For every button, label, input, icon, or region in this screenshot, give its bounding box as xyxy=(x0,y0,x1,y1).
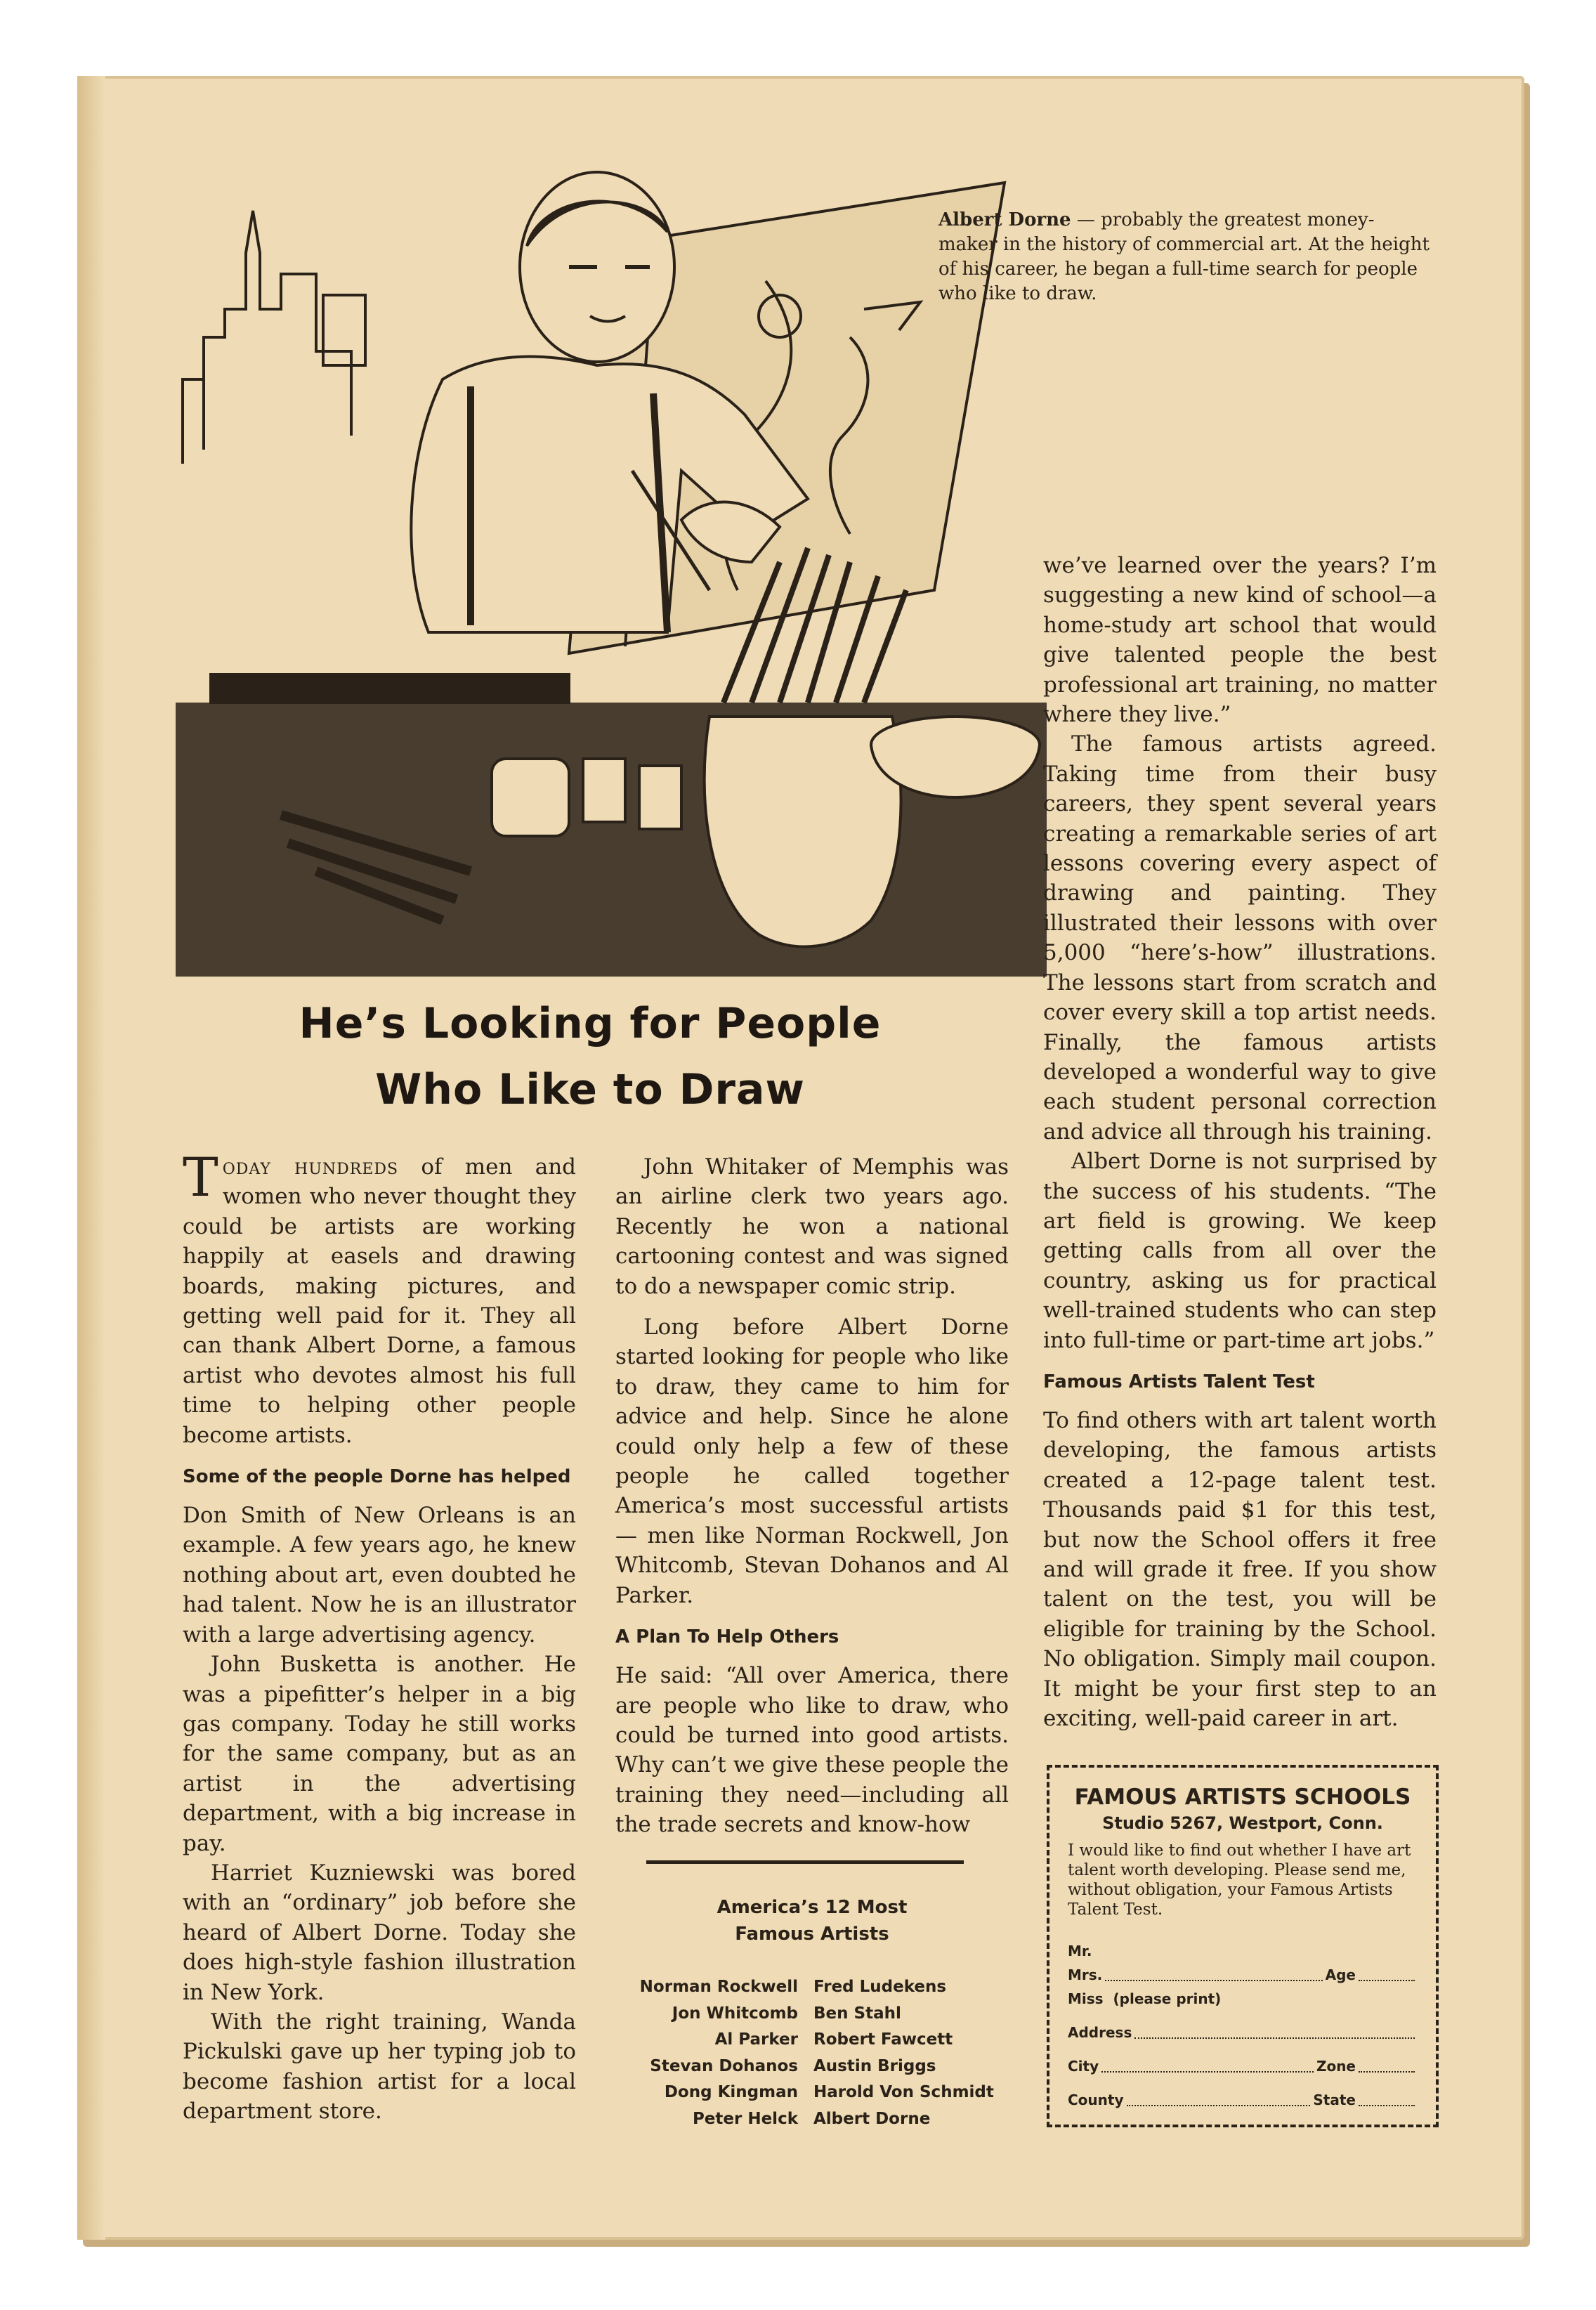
label-miss: Miss xyxy=(1068,1990,1104,2007)
mail-coupon[interactable] xyxy=(1047,1765,1439,2127)
intro-text: of men and women who never thought they could be artists are working happily at easels and drawing boards, making pictures, and getting well paid for it. They all can thank Albert Dorne, a famous artist who devotes almost his full time to helping other people become artists. xyxy=(183,1154,577,1448)
column-3 xyxy=(1043,551,1437,1733)
artist-name-right: Robert Fawcett xyxy=(813,2030,953,2049)
divider-rule xyxy=(646,1860,964,1864)
headline-line-1: He’s Looking for People xyxy=(299,999,882,1048)
paragraph-busketta: John Busketta is another. He was a pipefitter’s helper in a big gas company. Today he still works for the same company, but as an artist in the advertising department, with a big increase in pay. xyxy=(183,1652,576,1856)
subheading-helped: Some of the people Dorne has helped xyxy=(183,1466,571,1488)
artist-name-right: Albert Dorne xyxy=(813,2109,931,2128)
artist-row xyxy=(604,2027,1026,2054)
coupon-fields xyxy=(1068,1939,1418,2112)
field-city[interactable] xyxy=(1068,2054,1418,2078)
paragraph-continued: we’ve learned over the years? I’m suggesting a new kind of school—a home-study art school that would give talented people the best professional art training, no matter where they live.” xyxy=(1043,553,1437,728)
artist-row xyxy=(604,2001,1026,2028)
photo-caption xyxy=(938,208,1430,306)
paragraph-not-surprised: Albert Dorne is not surprised by the success of his students. “The art field is growing. We keep getting calls from all over the country, asking us for practical well-trained students who can step into full-time or part-time art jobs.” xyxy=(1043,1149,1437,1353)
artist-name-right: Ben Stahl xyxy=(813,2004,901,2023)
paragraph-long-before: Long before Albert Dorne started looking for people who like to draw, they came to him for advice and help. Since he alone could only help a few of these people he called together America’s most successful artists — men like Norman Rockwell, Jon Whitcomb, Stevan Dohanos and Al Parker. xyxy=(615,1314,1009,1608)
artist-name-left: Dong Kingman xyxy=(664,2083,798,2101)
field-mrs[interactable] xyxy=(1068,1963,1418,1987)
label-state: State xyxy=(1313,2092,1356,2108)
artist-row xyxy=(604,2054,1026,2080)
paragraph-pickulski: With the right training, Wanda Pickulski gave up her typing job to become fashion artist for a local department store. xyxy=(183,2009,576,2125)
county-line[interactable] xyxy=(1127,2105,1311,2106)
headline xyxy=(176,991,1005,1123)
artist-name-right: Harold Von Schmidt xyxy=(813,2083,994,2101)
label-city: City xyxy=(1068,2058,1099,2075)
subheading-plan: A Plan To Help Others xyxy=(615,1626,839,1648)
artist-name-left: Stevan Dohanos xyxy=(650,2056,798,2075)
artists-title-line-2: Famous Artists xyxy=(735,1924,889,1945)
artists-title-line-1: America’s 12 Most xyxy=(717,1897,908,1918)
artist-name-right: Austin Briggs xyxy=(813,2056,936,2075)
address-line[interactable] xyxy=(1134,2037,1415,2039)
caption-text: — probably the greatest money-maker in the history of commercial art. At the height of his career, he began a full-time search for people who like to draw. xyxy=(938,209,1430,304)
paragraph-talent-test: To find others with art talent worth developing, the famous artists created a 12-page talent test. Thousands paid $1 for this test, but now the School offers it free and will grade it free. If you show talent on the test, you will be eligible for training by the School. No obligation. Simply mail coupon. It might be your first step to an exciting, well-paid career in art. xyxy=(1043,1407,1437,1732)
subheading-talent-test: Famous Artists Talent Test xyxy=(1043,1371,1315,1392)
intro-paragraph xyxy=(183,1146,577,1450)
age-line[interactable] xyxy=(1359,1980,1415,1981)
artists-list xyxy=(604,1974,1026,2132)
paragraph-artists-agreed: The famous artists agreed. Taking time from their busy careers, they spent several years creating a remarkable series of art lessons covering every aspect of drawing and painting. They illustrated their lessons with over 5,000 “here’s-how” illustrations. The lessons start from scratch and cover every skill a top artist needs. Finally, the famous artists developed a wonderful way to give each student personal correction and advice all through his training. xyxy=(1043,731,1437,1144)
zone-line[interactable] xyxy=(1359,2071,1415,2073)
coupon-title: FAMOUS ARTISTS SCHOOLS xyxy=(1074,1784,1411,1810)
label-address: Address xyxy=(1068,2024,1132,2041)
coupon-studio: Studio 5267, Westport, Conn. xyxy=(1102,1813,1383,1833)
drop-cap: T xyxy=(183,1146,218,1208)
label-age: Age xyxy=(1325,1966,1356,1983)
paragraph-don-smith: Don Smith of New Orleans is an example. A few years ago, he knew nothing about art, even doubted he had talent. Now he is an illustrator with a large advertising agency. xyxy=(183,1503,576,1647)
coupon-body: I would like to find out whether I have art talent worth developing. Please send me, without obligation, your Famous Artists Talent Test. xyxy=(1068,1841,1411,1919)
label-county: County xyxy=(1068,2092,1124,2108)
mrs-line[interactable] xyxy=(1105,1980,1322,1981)
artist-illustration xyxy=(176,169,1047,977)
artist-name-left: Norman Rockwell xyxy=(639,1978,798,1996)
field-address[interactable] xyxy=(1068,2021,1418,2044)
state-line[interactable] xyxy=(1359,2105,1415,2106)
caption-name: Albert Dorne xyxy=(938,209,1071,230)
label-print-note: (please print) xyxy=(1113,1990,1222,2007)
label-zone: Zone xyxy=(1316,2058,1356,2075)
field-miss[interactable] xyxy=(1068,1987,1418,2011)
city-line[interactable] xyxy=(1101,2071,1314,2073)
field-mr[interactable] xyxy=(1068,1939,1418,1963)
paragraph-kuzniewski: Harriet Kuzniewski was bored with an “ordinary” job before she heard of Albert Dorne. Today she does high-style fashion illustration in New York. xyxy=(183,1860,576,2005)
paragraph-he-said: He said: “All over America, there are people who like to draw, who could be turned into good artists. Why can’t we give these people the training they need—including all the trade secrets and know-how xyxy=(615,1663,1009,1838)
artists-list-title xyxy=(615,1894,1009,1947)
artist-row xyxy=(604,2080,1026,2106)
artist-name-right: Fred Ludekens xyxy=(813,1978,947,1996)
paragraph-whitaker: John Whitaker of Memphis was an airline clerk two years ago. Recently he won a national cartooning contest and was signed to do a newspaper comic strip. xyxy=(615,1154,1009,1299)
label-mrs: Mrs. xyxy=(1068,1966,1103,1983)
field-county[interactable] xyxy=(1068,2088,1418,2112)
lead-small-caps: oday hundreds xyxy=(222,1154,399,1180)
column-1 xyxy=(183,1146,577,2127)
column-2 xyxy=(615,1152,1009,1840)
artist-name-left: Peter Helck xyxy=(692,2109,798,2128)
label-mr: Mr. xyxy=(1068,1943,1092,1959)
artist-row xyxy=(604,2106,1026,2133)
page-edge xyxy=(77,76,105,2240)
artist-name-left: Al Parker xyxy=(714,2030,798,2049)
artist-name-left: Jon Whitcomb xyxy=(672,2004,798,2023)
artist-row xyxy=(604,1974,1026,2001)
headline-line-2: Who Like to Draw xyxy=(375,1065,805,1114)
